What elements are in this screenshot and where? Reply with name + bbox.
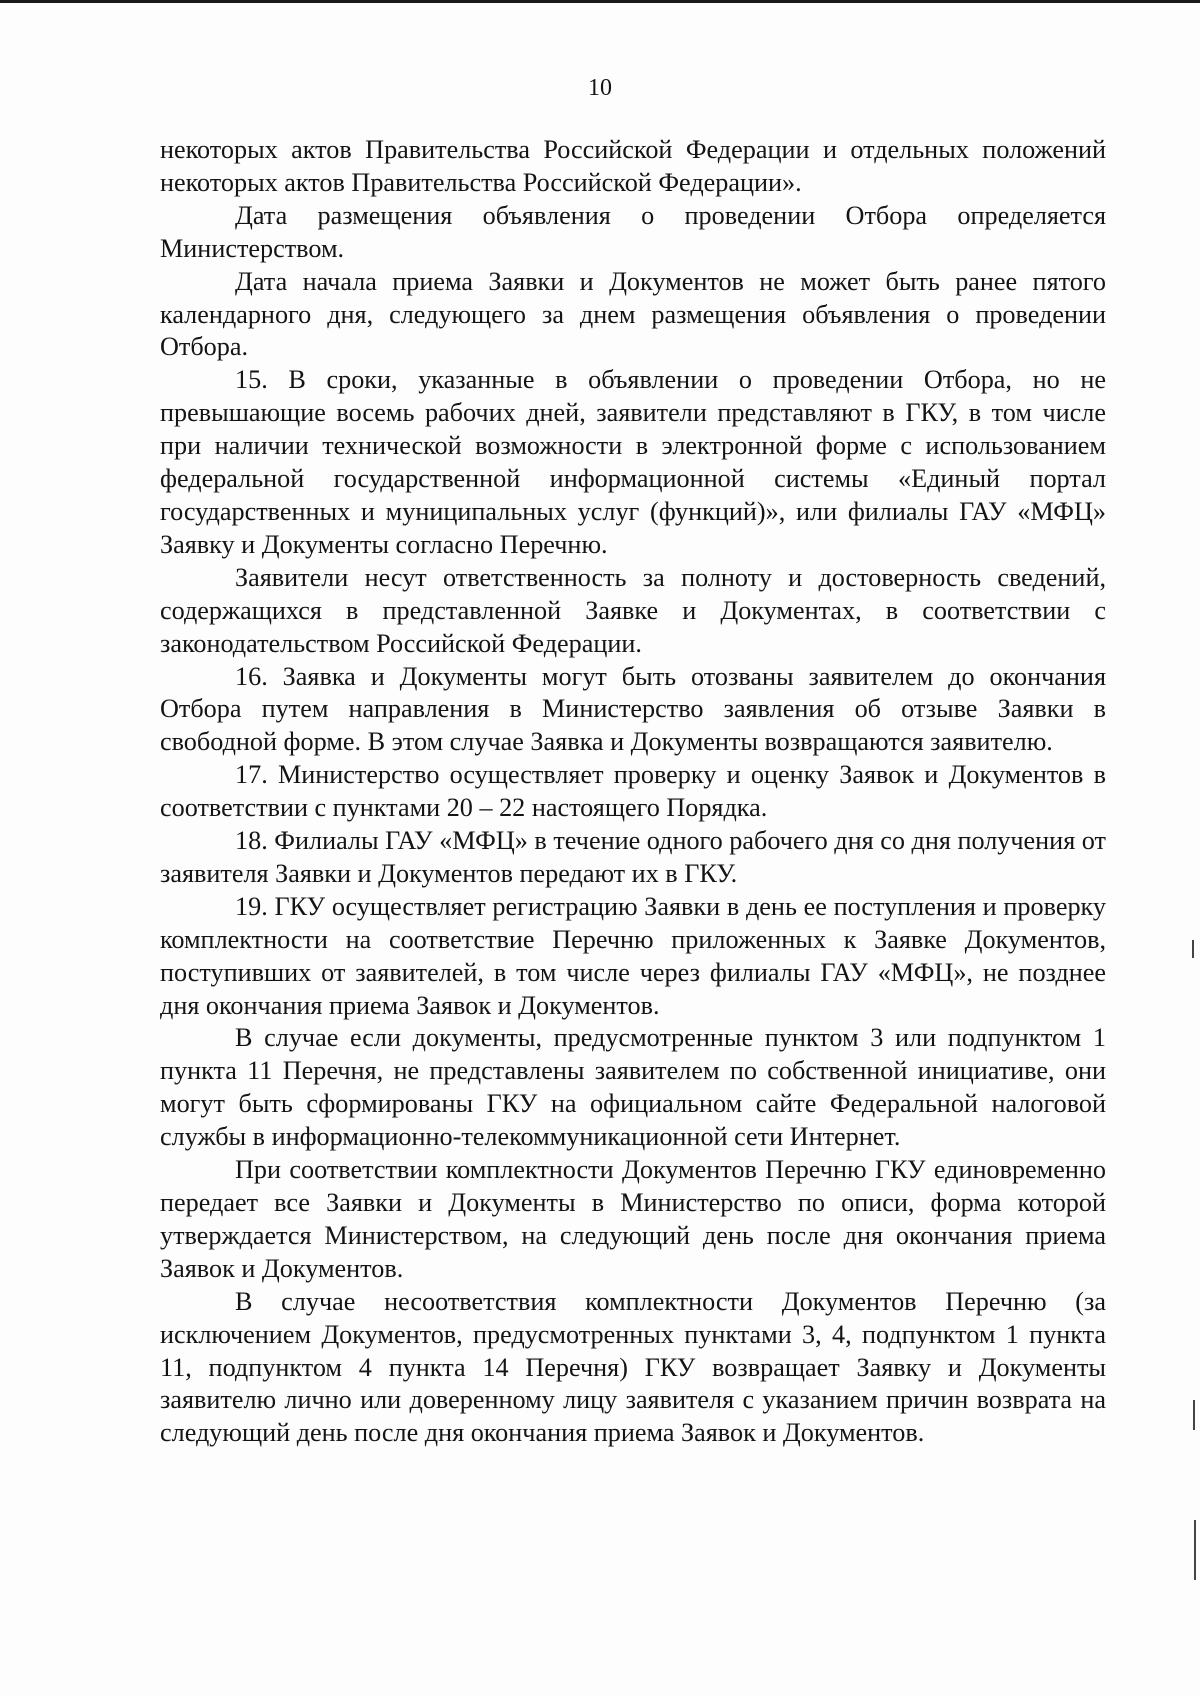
scan-top-edge (0, 0, 1200, 3)
paragraph-item-18: 18. Филиалы ГАУ «МФЦ» в течение одного рабочего дня со дня получения от заявителя Заявки и Документов передают их в ГКУ. (160, 826, 1106, 888)
paragraph-item-19: 19. ГКУ осуществляет регистрацию Заявки в день ее поступления и проверку комплектности на соответствие Перечню приложенных к Заявке Документов, поступивших от заявителей, в том числе через филиалы ГАУ «МФЦ», не позднее дня окончания приема Заявок и Документов. (160, 891, 1106, 1020)
paragraph: В случае несоответствия комплектности Документов Перечню (за исключением Документов, предусмотренных пунктами 3, 4, подпунктом 1 пункта 11, подпунктом 4 пункта 14 Перечня) ГКУ возвращает Заявку и Документы заявителю лично или доверенному лицу заявителя с указанием причин возврата на следующий день после дня окончания приема Заявок и Документов. (160, 1286, 1106, 1448)
paragraph: Дата начала приема Заявки и Документов не может быть ранее пятого календарного дня, следующего за днем размещения объявления о проведении Отбора. (160, 266, 1106, 362)
paragraph: При соответствии комплектности Документов Перечню ГКУ единовременно передает все Заявки и Документы в Министерство по описи, форма которой утверждается Министерством, на следующий день после дня окончания приема Заявок и Документов. (160, 1155, 1106, 1283)
paragraph: Дата размещения объявления о проведении Отбора определяется Министерством. (160, 200, 1106, 263)
paragraph-item-15: 15. В сроки, указанные в объявлении о проведении Отбора, но не превышающие восемь рабочих дней, заявители представляют в ГКУ, в том числе при наличии технической возможности в электронной форме с использованием федеральной государственной информационной системы «Единый портал государственных и муниципальных услуг (функций)», или филиалы ГАУ «МФЦ» Заявку и Документы согласно Перечню. (160, 365, 1106, 559)
paragraph: В случае если документы, предусмотренные пунктом 3 или подпунктом 1 пункта 11 Перечня, не представлены заявителем по собственной инициативе, они могут быть сформированы ГКУ на официальном сайте Федеральной налоговой службы в информационно-телекоммуникационной сети Интернет. (160, 1023, 1106, 1152)
paragraph: Заявители несут ответственность за полноту и достоверность сведений, содержащихся в представленной Заявке и Документах, в соответствии с законодательством Российской Федерации. (160, 562, 1106, 658)
scan-mark (1194, 1520, 1196, 1580)
document-body (160, 134, 1106, 1450)
scan-edge-marks (1160, 0, 1200, 1697)
paragraph-item-17: 17. Министерство осуществляет проверку и оценку Заявок и Документов в соответствии с пунктами 20 – 22 настоящего Порядка. (160, 760, 1106, 823)
paragraph-item-16: 16. Заявка и Документы могут быть отозваны заявителем до окончания Отбора путем направления в Министерство заявления об отзыве Заявки в свободной форме. В этом случае Заявка и Документы возвращаются заявителю. (160, 661, 1106, 757)
page-number: 10 (588, 75, 612, 101)
scan-mark (1192, 940, 1194, 958)
paragraph: некоторых актов Правительства Российской Федерации и отдельных положений некоторых актов Правительства Российской Федерации». (160, 135, 1106, 197)
scan-mark (1193, 1400, 1195, 1430)
